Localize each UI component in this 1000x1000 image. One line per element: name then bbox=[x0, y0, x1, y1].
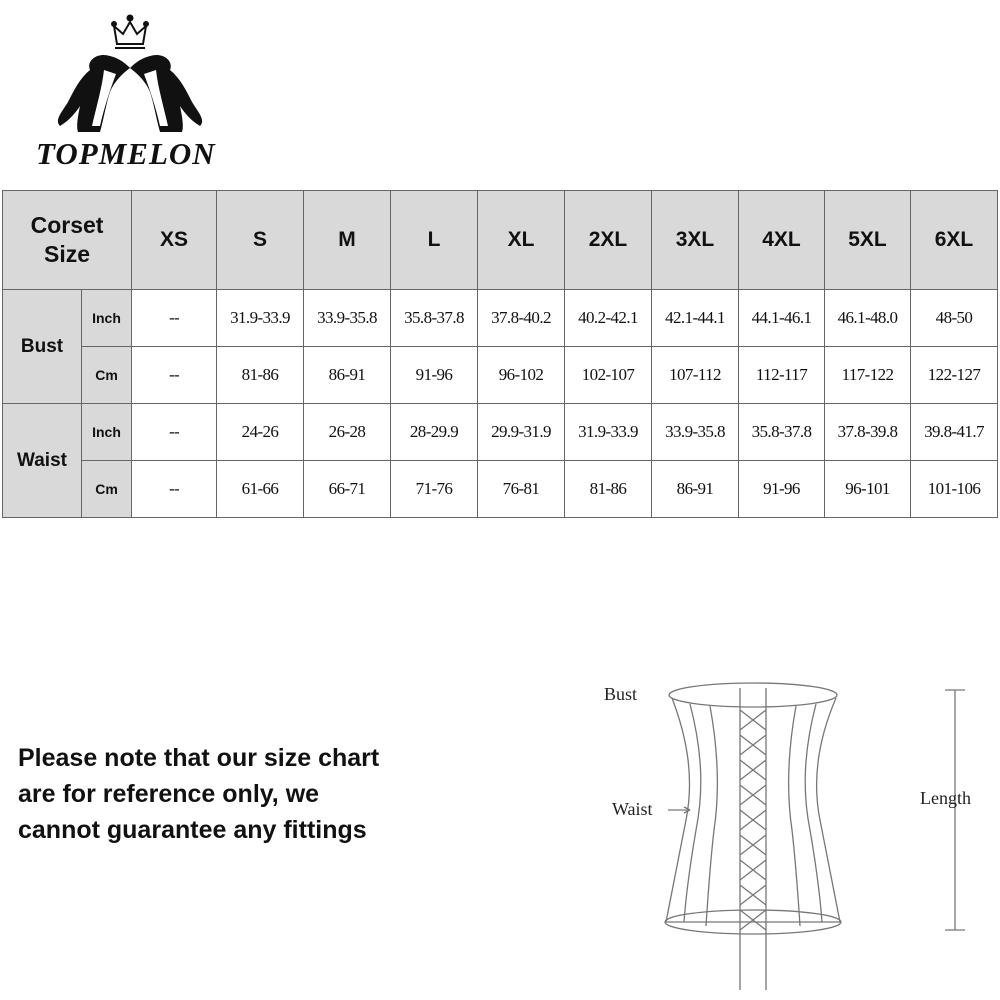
note-line: cannot guarantee any fittings bbox=[18, 816, 367, 844]
table-row bbox=[3, 290, 998, 347]
corset-size-header bbox=[3, 191, 132, 290]
size-header: XL bbox=[478, 191, 565, 290]
table-cell: 66-71 bbox=[304, 461, 391, 518]
table-cell: -- bbox=[132, 404, 217, 461]
table-cell: 37.8-39.8 bbox=[825, 404, 911, 461]
table-cell: 81-86 bbox=[217, 347, 304, 404]
corset-diagram-icon bbox=[590, 660, 990, 990]
table-row bbox=[3, 404, 998, 461]
waist-label: Waist bbox=[612, 799, 653, 819]
table-cell: 31.9-33.9 bbox=[565, 404, 652, 461]
table-cell: 96-101 bbox=[825, 461, 911, 518]
table-cell: 112-117 bbox=[739, 347, 825, 404]
size-header: 6XL bbox=[911, 191, 998, 290]
size-header: 5XL bbox=[825, 191, 911, 290]
table-cell: 107-112 bbox=[652, 347, 739, 404]
corner-label-1: Corset bbox=[30, 212, 104, 238]
unit-label: Inch bbox=[82, 290, 132, 347]
table-cell: 101-106 bbox=[911, 461, 998, 518]
table-cell: 37.8-40.2 bbox=[478, 290, 565, 347]
note-line: Please note that our size chart bbox=[18, 744, 380, 772]
length-label: Length bbox=[920, 788, 971, 808]
table-cell: 26-28 bbox=[304, 404, 391, 461]
table-cell: 71-76 bbox=[391, 461, 478, 518]
table-cell: 39.8-41.7 bbox=[911, 404, 998, 461]
size-header: 4XL bbox=[739, 191, 825, 290]
table-cell: 42.1-44.1 bbox=[652, 290, 739, 347]
size-header: 2XL bbox=[565, 191, 652, 290]
table-cell: -- bbox=[132, 290, 217, 347]
table-cell: -- bbox=[132, 347, 217, 404]
table-cell: 91-96 bbox=[739, 461, 825, 518]
unit-label: Cm bbox=[82, 461, 132, 518]
table-cell: 33.9-35.8 bbox=[652, 404, 739, 461]
table-cell: 81-86 bbox=[565, 461, 652, 518]
table-cell: 76-81 bbox=[478, 461, 565, 518]
table-cell: 102-107 bbox=[565, 347, 652, 404]
note-line: are for reference only, we bbox=[18, 780, 320, 808]
table-cell: 40.2-42.1 bbox=[565, 290, 652, 347]
table-cell: 46.1-48.0 bbox=[825, 290, 911, 347]
table-cell: 91-96 bbox=[391, 347, 478, 404]
table-cell: 31.9-33.9 bbox=[217, 290, 304, 347]
size-header: L bbox=[391, 191, 478, 290]
waist-group-label: Waist bbox=[3, 404, 82, 518]
table-cell: 117-122 bbox=[825, 347, 911, 404]
size-header: S bbox=[217, 191, 304, 290]
unit-label: Inch bbox=[82, 404, 132, 461]
bust-label: Bust bbox=[604, 684, 638, 704]
size-chart-table bbox=[2, 190, 998, 518]
size-header: XS bbox=[132, 191, 217, 290]
corner-label-2: Size bbox=[43, 241, 91, 267]
table-cell: 96-102 bbox=[478, 347, 565, 404]
table-cell: 44.1-46.1 bbox=[739, 290, 825, 347]
table-row bbox=[3, 347, 998, 404]
size-header-row bbox=[3, 191, 998, 290]
brand-name: TOPMELON bbox=[36, 136, 216, 171]
table-cell: 61-66 bbox=[217, 461, 304, 518]
table-cell: 33.9-35.8 bbox=[304, 290, 391, 347]
table-cell: 122-127 bbox=[911, 347, 998, 404]
size-header: 3XL bbox=[652, 191, 739, 290]
table-cell: 35.8-37.8 bbox=[739, 404, 825, 461]
table-cell: 35.8-37.8 bbox=[391, 290, 478, 347]
table-cell: 28-29.9 bbox=[391, 404, 478, 461]
size-header: M bbox=[304, 191, 391, 290]
table-cell: 86-91 bbox=[652, 461, 739, 518]
unit-label: Cm bbox=[82, 347, 132, 404]
bust-group-label: Bust bbox=[3, 290, 82, 404]
table-cell: 29.9-31.9 bbox=[478, 404, 565, 461]
disclaimer-note bbox=[18, 740, 438, 848]
table-cell: 86-91 bbox=[304, 347, 391, 404]
table-cell: 48-50 bbox=[911, 290, 998, 347]
table-cell: 24-26 bbox=[217, 404, 304, 461]
table-cell: -- bbox=[132, 461, 217, 518]
table-row bbox=[3, 461, 998, 518]
